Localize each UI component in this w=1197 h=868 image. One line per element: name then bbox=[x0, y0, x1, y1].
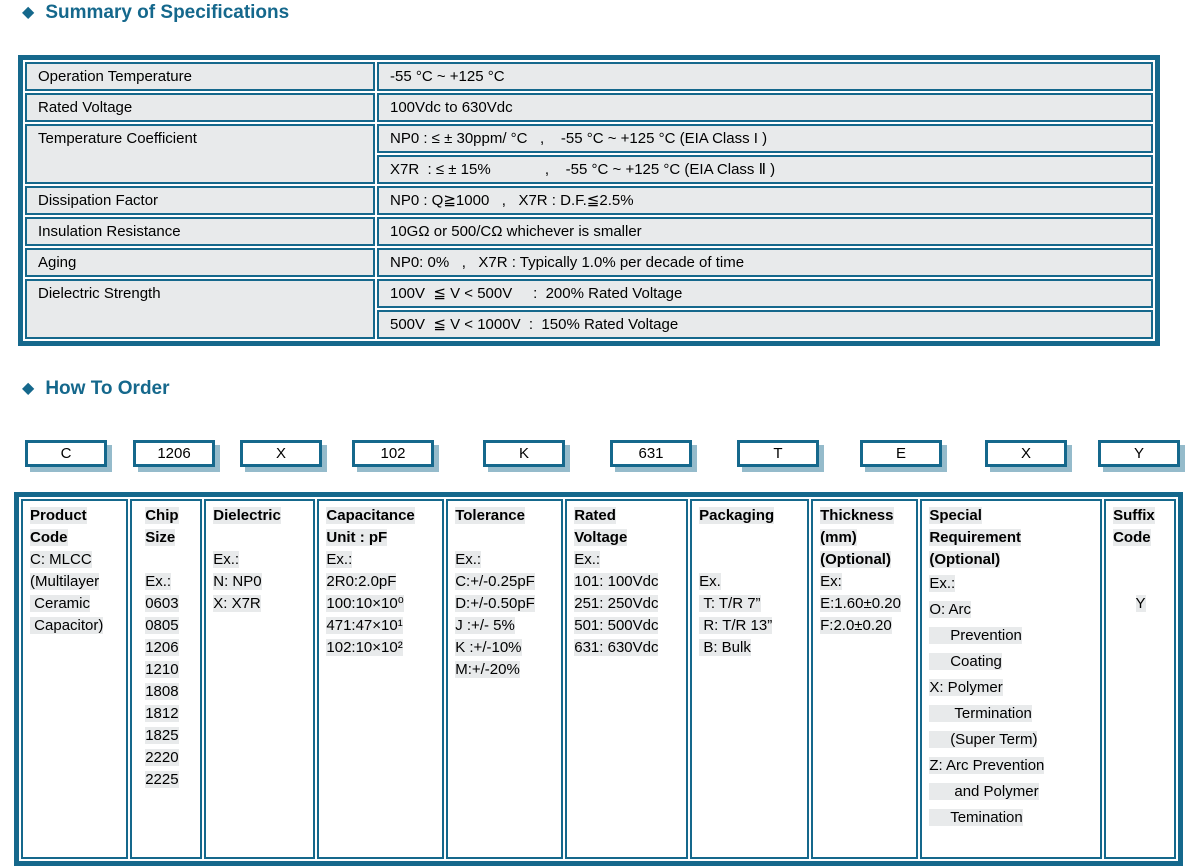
text-line: O: Arc bbox=[929, 601, 972, 618]
text-line: Code bbox=[30, 529, 68, 546]
text-line: B: Bulk bbox=[699, 639, 751, 656]
order-code-box-capacitance: 102 bbox=[352, 440, 434, 467]
text-line: T: T/R 7” bbox=[699, 595, 761, 612]
text-line: 1808 bbox=[145, 683, 179, 700]
order-column-product-code bbox=[21, 499, 128, 859]
text-line bbox=[213, 527, 307, 549]
column-header bbox=[30, 505, 120, 549]
text-line: Ex.: bbox=[574, 551, 601, 568]
text-line bbox=[699, 527, 801, 549]
text-line: X: X7R bbox=[213, 595, 261, 612]
text-line: Voltage bbox=[574, 529, 628, 546]
text-line: 1825 bbox=[145, 727, 179, 744]
text-line: Z: Arc Prevention bbox=[929, 757, 1045, 774]
text-line: 471:47×10¹ bbox=[326, 617, 403, 634]
text-line: R: T/R 13” bbox=[699, 617, 773, 634]
order-code-box-packaging: T bbox=[737, 440, 819, 467]
text-line: Suffix bbox=[1113, 507, 1155, 524]
diamond-bullet-icon: ◆ bbox=[22, 4, 35, 21]
column-lines bbox=[820, 571, 910, 637]
table-row bbox=[25, 217, 1153, 246]
text-line: J :+/- 5% bbox=[455, 617, 515, 634]
text-line: Packaging bbox=[699, 507, 775, 524]
table-row bbox=[25, 186, 1153, 215]
text-line: 100:10×10⁰ bbox=[326, 595, 404, 612]
text-line: 102:10×10² bbox=[326, 639, 403, 656]
column-lines bbox=[699, 527, 801, 659]
order-code-box-voltage: 631 bbox=[610, 440, 692, 467]
text-line: K :+/-10% bbox=[455, 639, 522, 656]
column-header bbox=[145, 505, 194, 549]
order-code-box-dielectric: X bbox=[240, 440, 322, 467]
order-code-box-tolerance: K bbox=[483, 440, 565, 467]
text-line: Tolerance bbox=[455, 507, 525, 524]
order-code-box-thickness: E bbox=[860, 440, 942, 467]
column-header bbox=[699, 505, 801, 527]
specs-section-title bbox=[22, 2, 289, 24]
text-line: M:+/-20% bbox=[455, 661, 520, 678]
text-line: Ex. bbox=[699, 573, 721, 590]
text-line: (Optional) bbox=[820, 551, 891, 568]
column-lines bbox=[30, 549, 120, 637]
text-line: Thickness bbox=[820, 507, 894, 524]
order-section-title bbox=[22, 378, 170, 400]
column-header bbox=[326, 505, 436, 549]
text-line: (Multilayer bbox=[30, 573, 100, 590]
order-code-box-suffix: Y bbox=[1098, 440, 1180, 467]
text-line: 0805 bbox=[145, 617, 179, 634]
column-lines bbox=[455, 527, 555, 681]
text-line: Ex.: bbox=[145, 573, 172, 590]
text-line: Capacitor) bbox=[30, 617, 104, 634]
text-line: and Polymer bbox=[929, 783, 1039, 800]
text-line: F:2.0±0.20 bbox=[820, 617, 892, 634]
table-row bbox=[25, 93, 1153, 122]
table-row bbox=[25, 279, 1153, 308]
order-column-rated-voltage bbox=[565, 499, 688, 859]
column-lines bbox=[213, 527, 307, 615]
text-line: 0603 bbox=[145, 595, 179, 612]
text-line: 1206 bbox=[145, 639, 179, 656]
spec-value: X7R : ≤ ± 15% , -55 °C ~ +125 °C (EIA Class Ⅱ ) bbox=[377, 155, 1153, 184]
text-line: 2225 bbox=[145, 771, 179, 788]
column-lines bbox=[145, 549, 194, 791]
text-line: (Optional) bbox=[929, 551, 1001, 568]
spec-value: 100Vdc to 630Vdc bbox=[377, 93, 1153, 122]
text-line: Chip bbox=[145, 507, 179, 524]
text-line: Ceramic bbox=[30, 595, 91, 612]
text-line: C:+/-0.25pF bbox=[455, 573, 535, 590]
column-header bbox=[213, 505, 307, 527]
text-line: 631: 630Vdc bbox=[574, 639, 659, 656]
text-line: Special bbox=[929, 507, 982, 524]
text-line: 501: 500Vdc bbox=[574, 617, 659, 634]
column-header bbox=[1113, 505, 1168, 549]
text-line: N: NP0 bbox=[213, 573, 262, 590]
order-column-suffix-code bbox=[1104, 499, 1176, 859]
text-line: Temination bbox=[929, 809, 1023, 826]
order-column-capacitance bbox=[317, 499, 444, 859]
spec-label: Rated Voltage bbox=[25, 93, 375, 122]
spec-label: Dissipation Factor bbox=[25, 186, 375, 215]
column-lines bbox=[574, 549, 680, 659]
how-to-order-table bbox=[14, 492, 1183, 866]
order-column-packaging bbox=[690, 499, 809, 859]
order-code-box-chip-size: 1206 bbox=[133, 440, 215, 467]
text-line bbox=[1113, 549, 1168, 571]
order-column-tolerance bbox=[446, 499, 563, 859]
spec-value: NP0: 0% , X7R : Typically 1.0% per decade of time bbox=[377, 248, 1153, 277]
column-header bbox=[455, 505, 555, 527]
text-line: 1210 bbox=[145, 661, 179, 678]
spec-value: NP0 : Q≧1000 , X7R : D.F.≦2.5% bbox=[377, 186, 1153, 215]
column-lines bbox=[326, 549, 436, 659]
text-line: Rated bbox=[574, 507, 616, 524]
order-column-special-requirement bbox=[920, 499, 1102, 859]
text-line: Coating bbox=[929, 653, 1002, 670]
text-line: D:+/-0.50pF bbox=[455, 595, 535, 612]
text-line: Dielectric bbox=[213, 507, 281, 524]
order-column-dielectric bbox=[204, 499, 315, 859]
spec-value: 100V ≦ V < 500V : 200% Rated Voltage bbox=[377, 279, 1153, 308]
text-line: Requirement bbox=[929, 529, 1022, 546]
diamond-bullet-icon: ◆ bbox=[22, 380, 35, 397]
spec-label: Dielectric Strength bbox=[25, 279, 375, 339]
spec-value: 10GΩ or 500/CΩ whichever is smaller bbox=[377, 217, 1153, 246]
column-header bbox=[929, 505, 1094, 571]
spec-value: 500V ≦ V < 1000V : 150% Rated Voltage bbox=[377, 310, 1153, 339]
column-header bbox=[820, 505, 910, 571]
text-line: 101: 100Vdc bbox=[574, 573, 659, 590]
text-line: Code bbox=[1113, 529, 1151, 546]
text-line: Unit : pF bbox=[326, 529, 388, 546]
order-code-box-special: X bbox=[985, 440, 1067, 467]
text-line: Size bbox=[145, 529, 176, 546]
specs-title-text: Summary of Specifications bbox=[45, 2, 290, 23]
text-line: 251: 250Vdc bbox=[574, 595, 659, 612]
column-lines bbox=[929, 571, 1094, 831]
text-line: E:1.60±0.20 bbox=[820, 595, 901, 612]
text-line: Ex: bbox=[820, 573, 842, 590]
order-column-thickness bbox=[811, 499, 918, 859]
text-line: Termination bbox=[929, 705, 1032, 722]
column-header bbox=[574, 505, 680, 549]
column-lines bbox=[1113, 549, 1168, 615]
text-line: Y bbox=[1135, 595, 1146, 612]
text-line: Ex.: bbox=[326, 551, 353, 568]
text-line: 1812 bbox=[145, 705, 179, 722]
specifications-table bbox=[18, 55, 1160, 346]
text-line: Ex.: bbox=[455, 551, 482, 568]
text-line: (mm) bbox=[820, 529, 857, 546]
table-row bbox=[25, 248, 1153, 277]
spec-label: Insulation Resistance bbox=[25, 217, 375, 246]
text-line bbox=[1113, 571, 1168, 593]
order-code-box-product: C bbox=[25, 440, 107, 467]
text-line: Capacitance bbox=[326, 507, 415, 524]
spec-value: NP0 : ≤ ± 30ppm/ °C , -55 °C ~ +125 °C (EIA Class I ) bbox=[377, 124, 1153, 153]
text-line: Prevention bbox=[929, 627, 1022, 644]
text-line bbox=[699, 549, 801, 571]
text-line bbox=[455, 527, 555, 549]
table-row bbox=[25, 124, 1153, 153]
text-line: 2R0:2.0pF bbox=[326, 573, 397, 590]
text-line: Product bbox=[30, 507, 87, 524]
order-column-chip-size bbox=[130, 499, 202, 859]
text-line: X: Polymer bbox=[929, 679, 1003, 696]
table-row bbox=[25, 62, 1153, 91]
text-line: Ex.: bbox=[929, 575, 956, 592]
text-line: 2220 bbox=[145, 749, 179, 766]
spec-label: Operation Temperature bbox=[25, 62, 375, 91]
text-line: C: MLCC bbox=[30, 551, 92, 568]
text-line bbox=[145, 549, 194, 571]
text-line: Ex.: bbox=[213, 551, 240, 568]
order-title-text: How To Order bbox=[45, 378, 170, 399]
spec-label: Aging bbox=[25, 248, 375, 277]
text-line: (Super Term) bbox=[929, 731, 1038, 748]
spec-value: -55 °C ~ +125 °C bbox=[377, 62, 1153, 91]
spec-label: Temperature Coefficient bbox=[25, 124, 375, 184]
